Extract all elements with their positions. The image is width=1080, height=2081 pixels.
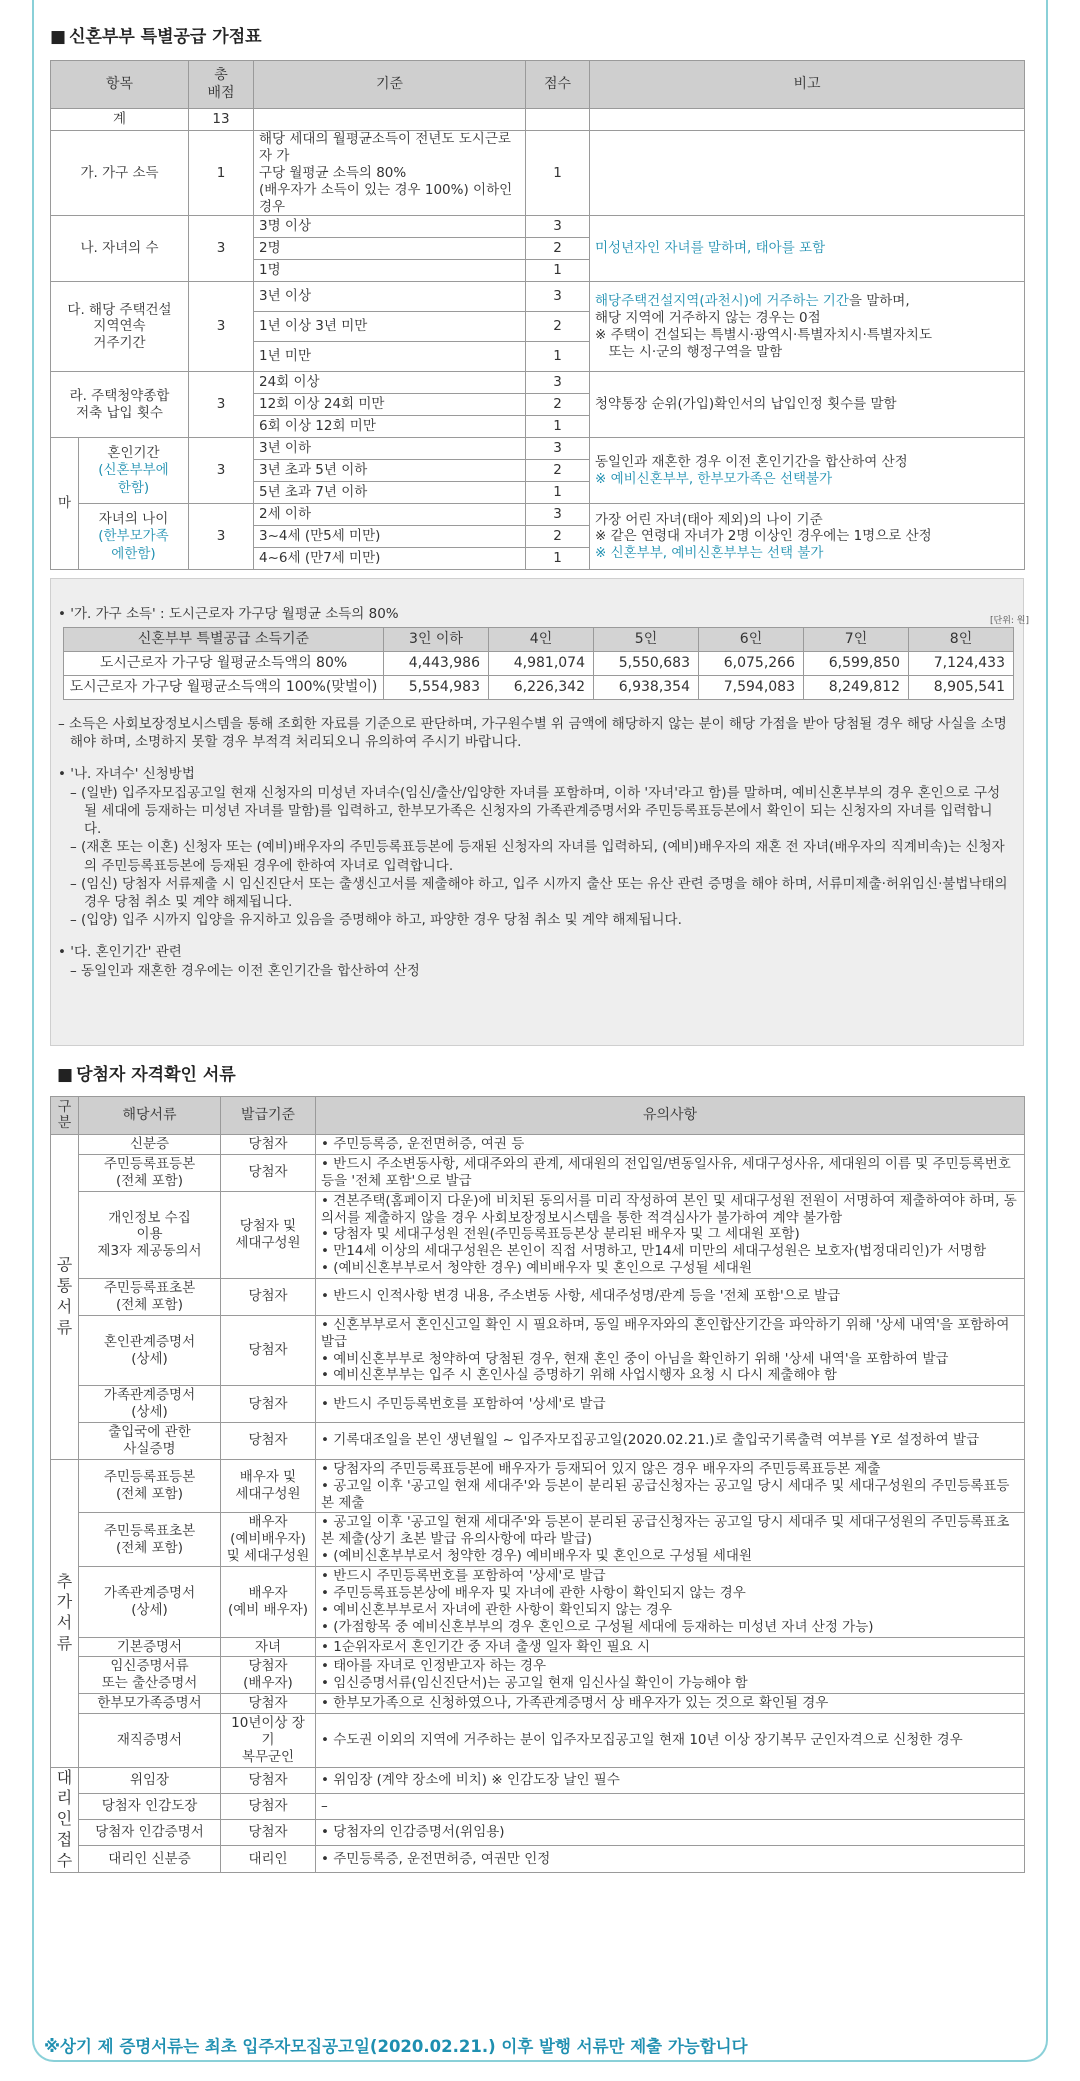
doc-name: 혼인관계증명서 (상세) (79, 1315, 221, 1386)
scoring-table (50, 60, 1025, 570)
header-item: 항목 (51, 61, 189, 109)
table-row (64, 676, 1014, 700)
header-criteria: 기준 (254, 61, 526, 109)
child-count-note-adoption: – (입양) 입주 시까지 입양을 유지하고 있음을 증명해야 하고, 파양한 경우 당첨 취소 및 계약 해제됩니다. (70, 912, 682, 929)
marriage-period-heading: • '다. 혼인기간' 관련 (58, 944, 182, 961)
doc-notes: • 공고일 이후 '공고일 현재 세대주'와 등본이 분리된 공급신청자는 공고일 당시 세대주 및 세대구성원의 주민등록표초본 제출(상기 초본 발급 유의사항에 따라 발급) • (예비신혼부부로서 청약한 경우) 예비배우자 및 혼인으로 구성될 세대원 (316, 1513, 1025, 1567)
category-common: 공통서류 (51, 1135, 79, 1460)
na-score: 1 (526, 260, 590, 282)
doc-issuer: 대리인 (221, 1846, 316, 1872)
marriage-label: 혼인기간 (107, 444, 160, 461)
doc-name: 출입국에 관한 사실증명 (79, 1423, 221, 1460)
income-value: 6,226,342 (489, 676, 594, 700)
doc-name: 가족관계증명서 (상세) (79, 1567, 221, 1638)
da-label: 다. 해당 주택건설 지역연속 거주기간 (51, 282, 189, 372)
ga-score: 1 (526, 131, 590, 216)
doc-notes: – (316, 1793, 1025, 1819)
doc-issuer: 배우자 (예비 배우자) (221, 1567, 316, 1638)
doc-name: 대리인 신분증 (79, 1846, 221, 1872)
da-criteria: 1년 이상 3년 미만 (254, 312, 526, 342)
doc-name: 개인정보 수집 이용 제3자 제공동의서 (79, 1191, 221, 1278)
da-criteria: 1년 미만 (254, 342, 526, 372)
doc-notes: • 기록대조일을 본인 생년월일 ~ 입주자모집공고일(2020.02.21.)로 출입국기록출력 여부를 Y로 설정하여 발급 (316, 1423, 1025, 1460)
table-row (51, 1459, 1025, 1513)
table-row (51, 1423, 1025, 1460)
marriage-total: 3 (189, 438, 254, 504)
notes-block (58, 715, 1008, 980)
income-note: – 소득은 사회보장정보시스템을 통해 조회한 자료를 기준으로 판단하며, 가구원수별 위 금액에 해당하지 않는 분이 해당 가점을 받아 당첨될 경우 해당 사실을 소명해야 하며, 소명하지 못할 경우 부적격 처리되오니 유의하여 주시기 바랍니다. (58, 716, 1007, 751)
ra-criteria: 12회 이상 24회 미만 (254, 394, 526, 416)
da-remark: 을 말하며, 해당 지역에 거주하지 않는 경우는 0점 ※ 주택이 건설되는 특별시·광역시·특별자치시·특별자치도 또는 시·군의 행정구역을 말함 (595, 293, 933, 360)
na-score: 3 (526, 216, 590, 238)
marriage-score: 2 (526, 460, 590, 482)
ra-score: 2 (526, 394, 590, 416)
marriage-score: 1 (526, 482, 590, 504)
doc-issuer: 당첨자 (221, 1154, 316, 1191)
child-count-note-pregnancy: – (임신) 당첨자 서류제출 시 임신진단서 또는 출생신고서를 제출해야 하고, 입주 시까지 출산 또는 유산 관련 증명을 해야 하며, 서류미제출·허위임신·불법낙태의 경우 당첨 취소 및 계약 해제됩니다. (70, 875, 1008, 910)
na-remark: 미성년자인 자녀를 말하며, 태아를 포함 (590, 216, 1025, 282)
header-gubun: 구 분 (51, 1097, 79, 1135)
header-notes: 유의사항 (316, 1097, 1025, 1135)
doc-notes: • 반드시 인적사항 변경 내용, 주소변동 사항, 세대주성명/관계 등을 '전체 포함'으로 발급 (316, 1279, 1025, 1316)
doc-issuer: 당첨자 (221, 1793, 316, 1819)
na-criteria: 2명 (254, 238, 526, 260)
documents-table (50, 1096, 1025, 1873)
income-value: 7,594,083 (699, 676, 804, 700)
marriage-criteria: 3년 이하 (254, 438, 526, 460)
doc-issuer: 배우자 (예비배우자) 및 세대구성원 (221, 1513, 316, 1567)
doc-notes: • 반드시 주민등록번호를 포함하여 '상세'로 발급 (316, 1386, 1025, 1423)
child-age-score: 2 (526, 526, 590, 548)
table-row (51, 1694, 1025, 1714)
doc-name: 주민등록표등본 (전체 포함) (79, 1154, 221, 1191)
child-age-sub: (한부모가족 에한함) (98, 528, 169, 562)
income-value: 6,599,850 (804, 652, 909, 676)
table-row (51, 1567, 1025, 1638)
income-table (63, 627, 1014, 700)
child-age-score: 1 (526, 548, 590, 570)
doc-issuer: 당첨자 (배우자) (221, 1657, 316, 1694)
sum-label: 계 (51, 109, 189, 131)
income-header-cell: 7인 (804, 628, 909, 652)
da-score: 3 (526, 282, 590, 312)
income-value: 8,249,812 (804, 676, 909, 700)
doc-notes: • 신혼부부로서 혼인신고일 확인 시 필요하며, 동일 배우자와의 혼인합산기간을 파악하기 위해 '상세 내역'을 포함하여 발급 • 예비신혼부부로 청약하여 당첨된 경우, 현재 혼인 중이 아님을 확인하기 위해 '상세 내역'을 포함하여 발급 • 예비신혼부부는 입주 시 혼인사실 증명하기 위해 사업시행자 요청 시 다시 제출해야 함 (316, 1315, 1025, 1386)
header-issuer: 발급기준 (221, 1097, 316, 1135)
doc-name: 신분증 (79, 1135, 221, 1155)
na-criteria: 3명 이상 (254, 216, 526, 238)
doc-name: 한부모가족증명서 (79, 1694, 221, 1714)
child-count-heading: • '나. 자녀수' 신청방법 (58, 766, 195, 783)
doc-notes: • 주민등록증, 운전면허증, 여권만 인정 (316, 1846, 1025, 1872)
doc-name: 당첨자 인감도장 (79, 1793, 221, 1819)
doc-issuer: 당첨자 (221, 1820, 316, 1846)
doc-notes: • 위임장 (계약 장소에 비치) ※ 인감도장 날인 필수 (316, 1767, 1025, 1793)
ra-criteria: 24회 이상 (254, 372, 526, 394)
table-row (51, 1154, 1025, 1191)
ra-score: 1 (526, 416, 590, 438)
da-remark-highlight: 해당주택건설지역(과천시)에 거주하는 기간 (595, 293, 849, 310)
doc-issuer: 10년이상 장기 복무군인 (221, 1714, 316, 1768)
marriage-period-note: – 동일인과 재혼한 경우에는 이전 혼인기간을 합산하여 산정 (70, 962, 420, 979)
doc-notes: • 한부모가족으로 신청하였으나, 가족관계증명서 상 배우자가 있는 것으로 확인될 경우 (316, 1694, 1025, 1714)
income-header-cell: 8인 (909, 628, 1014, 652)
child-age-criteria: 4~6세 (만7세 미만) (254, 548, 526, 570)
doc-notes: • 당첨자의 주민등록표등본에 배우자가 등재되어 있지 않은 경우 배우자의 주민등록표등본 제출 • 공고일 이후 '공고일 현재 세대주'와 등본이 분리된 공급신청자는 공고일 당시 세대주 및 세대구성원의 주민등록표등본 제출 (316, 1459, 1025, 1513)
doc-notes: • 반드시 주민등록번호를 포함하여 '상세'로 발급 • 주민등록표등본상에 배우자 및 자녀에 관한 사항이 확인되지 않는 경우 • 예비신혼부부로서 자녀에 관한 사항이 확인되지 않는 경우 • (가점항목 중 예비신혼부부의 경우 혼인으로 구성될 세대에 등재하는 미성년 자녀 산정 가능) (316, 1567, 1025, 1638)
da-score: 1 (526, 342, 590, 372)
section-title-scoring: ■ 신혼부부 특별공급 가점표 (50, 22, 262, 47)
category-proxy: 대리인접수 (51, 1767, 79, 1872)
da-total: 3 (189, 282, 254, 372)
income-value: 6,075,266 (699, 652, 804, 676)
ra-total: 3 (189, 372, 254, 438)
doc-issuer: 배우자 및 세대구성원 (221, 1459, 316, 1513)
marriage-criteria: 5년 초과 7년 이하 (254, 482, 526, 504)
header-doc: 해당서류 (79, 1097, 221, 1135)
table-row (51, 1657, 1025, 1694)
na-total: 3 (189, 216, 254, 282)
income-value: 4,981,074 (489, 652, 594, 676)
income-value: 4,443,986 (384, 652, 489, 676)
child-age-remark: 가장 어린 자녀(태아 제외)의 나이 기준 ※ 같은 연령대 자녀가 2명 이상인 경우에는 1명으로 산정 (595, 511, 932, 545)
ra-criteria: 6회 이상 12회 미만 (254, 416, 526, 438)
income-header-cell: 6인 (699, 628, 804, 652)
child-age-criteria: 2세 이하 (254, 504, 526, 526)
child-age-score: 3 (526, 504, 590, 526)
income-unit: [단위: 원] (990, 616, 1029, 626)
table-row (51, 1637, 1025, 1657)
doc-issuer: 당첨자 (221, 1135, 316, 1155)
income-header-cell: 신혼부부 특별공급 소득기준 (64, 628, 384, 652)
doc-notes: • 태아를 자녀로 인정받고자 하는 경우 • 임신증명서류(임신진단서)는 공고일 현재 임신사실 확인이 가능해야 함 (316, 1657, 1025, 1694)
doc-notes: • 주민등록증, 운전면허증, 여권 등 (316, 1135, 1025, 1155)
table-row (64, 652, 1014, 676)
marriage-criteria: 3년 초과 5년 이하 (254, 460, 526, 482)
header-score: 점수 (526, 61, 590, 109)
table-row (51, 1135, 1025, 1155)
income-title: • '가. 가구 소득' : 도시근로자 가구당 월평균 소득의 80% (58, 606, 399, 622)
income-header-cell: 4인 (489, 628, 594, 652)
marriage-sub: (신혼부부에 한함) (98, 462, 169, 496)
na-criteria: 1명 (254, 260, 526, 282)
doc-name: 주민등록표등본 (전체 포함) (79, 1459, 221, 1513)
da-criteria: 3년 이상 (254, 282, 526, 312)
table-row (51, 1793, 1025, 1819)
child-count-note-remarriage: – (재혼 또는 이혼) 신청자 또는 (예비)배우자의 주민등록표등본에 등재된 신청자의 자녀를 입력하되, (예비)배우자의 재혼 전 자녀(배우자의 직계비속)는 신청자의 주민등록표등본에 등재된 경우에 한하여 자녀로 입력합니다. (70, 839, 1005, 874)
child-count-note-general: – (일반) 입주자모집공고일 현재 신청자의 미성년 자녀수(임신/출산/입양한 자녀를 포함하며, 이하 '자녀'라고 함)를 말하며, 예비신혼부부의 경우 혼인으로 구성될 세대에 등재하는 미성년 자녀를 말함)를 입력하고, 한부모가족은 신청자의 가족관계증명서와 주민등록표등본에서 확인이 되는 신청자의 자녀를 입력합니다. (70, 784, 1001, 838)
child-age-remark-note: ※ 신혼부부, 예비신혼부부는 선택 불가 (595, 545, 824, 562)
doc-name: 주민등록표초본 (전체 포함) (79, 1279, 221, 1316)
table-row (51, 1386, 1025, 1423)
ra-score: 3 (526, 372, 590, 394)
ga-total: 1 (189, 131, 254, 216)
doc-issuer: 당첨자 (221, 1386, 316, 1423)
income-value: 5,550,683 (594, 652, 699, 676)
doc-issuer: 당첨자 (221, 1767, 316, 1793)
ga-criteria: 해당 세대의 월평균소득이 전년도 도시근로자 가 구당 월평균 소득의 80% (배우자가 소득이 있는 경우 100%) 이하인 경우 (254, 131, 526, 216)
table-row (51, 1714, 1025, 1768)
table-row (51, 1767, 1025, 1793)
table-row (51, 1513, 1025, 1567)
doc-issuer: 당첨자 (221, 1279, 316, 1316)
income-value: 6,938,354 (594, 676, 699, 700)
table-row (51, 1846, 1025, 1872)
section-title-documents: ■ 당첨자 자격확인 서류 (57, 1060, 236, 1085)
doc-notes: • 당첨자의 인감증명서(위임용) (316, 1820, 1025, 1846)
table-row (51, 1820, 1025, 1846)
doc-name: 당첨자 인감증명서 (79, 1820, 221, 1846)
ma-label: 마 (51, 438, 79, 570)
ga-label: 가. 가구 소득 (51, 131, 189, 216)
category-additional: 추가서류 (51, 1459, 79, 1767)
child-age-label: 자녀의 나이 (98, 510, 169, 527)
doc-issuer: 당첨자 (221, 1694, 316, 1714)
header-remarks: 비고 (590, 61, 1025, 109)
table-row (51, 1315, 1025, 1386)
marriage-remark-note: ※ 예비신혼부부, 한부모가족은 선택불가 (595, 470, 833, 487)
na-score: 2 (526, 238, 590, 260)
child-age-criteria: 3~4세 (만5세 미만) (254, 526, 526, 548)
doc-notes: • 1순위자로서 혼인기간 중 자녀 출생 일자 확인 필요 시 (316, 1637, 1025, 1657)
doc-name: 임신증명서류 또는 출산증명서 (79, 1657, 221, 1694)
ra-remark: 청약통장 순위(가입)확인서의 납입인정 횟수를 말함 (590, 372, 1025, 438)
doc-issuer: 당첨자 및 세대구성원 (221, 1191, 316, 1278)
doc-issuer: 당첨자 (221, 1315, 316, 1386)
income-value: 7,124,433 (909, 652, 1014, 676)
table-row (51, 1279, 1025, 1316)
income-row-label: 도시근로자 가구당 월평균소득액의 80% (64, 652, 384, 676)
doc-name: 위임장 (79, 1767, 221, 1793)
sum-total: 13 (189, 109, 254, 131)
doc-issuer: 자녀 (221, 1637, 316, 1657)
income-value: 5,554,983 (384, 676, 489, 700)
doc-notes: • 반드시 주소변동사항, 세대주와의 관계, 세대원의 전입일/변동일사유, 세대구성사유, 세대원의 이름 및 주민등록번호 등을 '전체 포함'으로 발급 (316, 1154, 1025, 1191)
da-score: 2 (526, 312, 590, 342)
income-header-cell: 5인 (594, 628, 699, 652)
doc-name: 가족관계증명서 (상세) (79, 1386, 221, 1423)
header-total: 총 배점 (189, 61, 254, 109)
marriage-remark: 동일인과 재혼한 경우 이전 혼인기간을 합산하여 산정 (595, 454, 908, 470)
income-value: 8,905,541 (909, 676, 1014, 700)
income-row-label: 도시근로자 가구당 월평균소득액의 100%(맞벌이) (64, 676, 384, 700)
child-age-total: 3 (189, 504, 254, 570)
doc-name: 재직증명서 (79, 1714, 221, 1768)
table-row (51, 1191, 1025, 1278)
na-label: 나. 자녀의 수 (51, 216, 189, 282)
doc-notes: • 견본주택(홈페이지 다운)에 비치된 동의서를 미리 작성하여 본인 및 세대구성원 전원이 서명하여 제출하여야 하며, 동의서를 제출하지 않을 경우 사회보장정보시스템을 통한 적격심사가 불가하여 계약 불가함 • 당첨자 및 세대구성원 전원(주민등록표등본상 분리된 배우자 및 그 세대원 포함) • 만14세 이상의 세대구성원은 본인이 직접 서명하고, 만14세 미만의 세대구성원은 보호자(법정대리인)가 서명함 • (예비신혼부부로서 청약한 경우) 예비배우자 및 혼인으로 구성될 세대원 (316, 1191, 1025, 1278)
income-header-cell: 3인 이하 (384, 628, 489, 652)
doc-name: 주민등록표초본 (전체 포함) (79, 1513, 221, 1567)
doc-notes: • 수도권 이외의 지역에 거주하는 분이 입주자모집공고일 현재 10년 이상 장기복무 군인자격으로 신청한 경우 (316, 1714, 1025, 1768)
marriage-score: 3 (526, 438, 590, 460)
footer-notice: ※상기 제 증명서류는 최초 입주자모집공고일(2020.02.21.) 이후 발행 서류만 제출 가능합니다 (44, 2037, 748, 2056)
ra-label: 라. 주택청약종합 저축 납입 횟수 (51, 372, 189, 438)
doc-name: 기본증명서 (79, 1637, 221, 1657)
doc-issuer: 당첨자 (221, 1423, 316, 1460)
